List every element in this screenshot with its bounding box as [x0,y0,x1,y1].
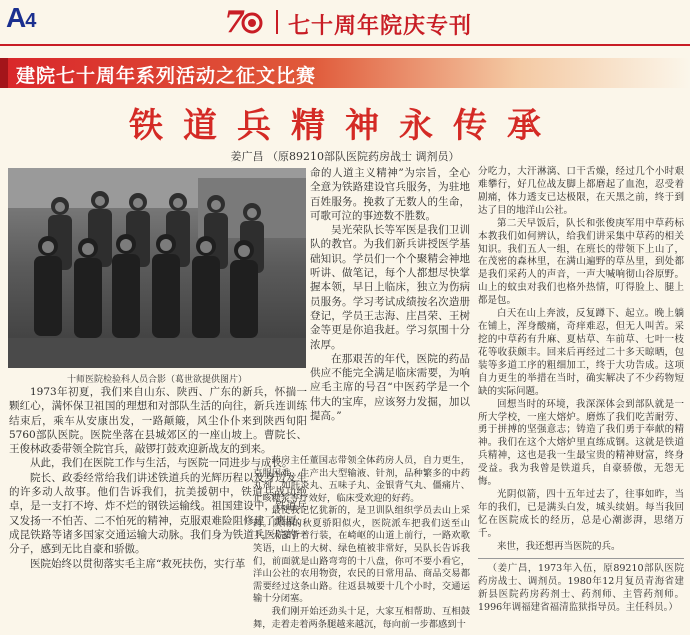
article-column-2-lower [253,455,470,631]
logo-seven: 7 [224,5,245,38]
logo-emblem [248,19,256,27]
banner-stripe [0,58,8,88]
paragraph: 从此，我们在医院工作与生活，与医院一同进步与成长。 [30,457,293,470]
group-photo [8,168,306,368]
bio-text: （姜广昌，1973年入伍，原89210部队医院药房战士、调剂员。1980年12月复员青海省建新县医院药房药剂士、药剂师、主管药剂师。1996年调福建省福清监狱指导员。主任科员。） [478,563,684,613]
article-column-2 [310,166,470,423]
paragraph: 光阴似箭，四十五年过去了，往事如昨，当年的我们，已是满头白发，城头续娟。每当我回忆在医院成长的经历，总是心潮澎湃，思绪万千。 [478,489,684,539]
paragraph: 吴光荣队长等军医是我们卫训队的教官。为我们新兵讲授医学基础知识。学员们一个个聚精会神地听讲、做笔记，每个人都想尽快掌握本领，早日上临床，独立为伤病员服务。学习考试成绩按名次造册登记，学员王志海、庄昌荣、王树金等更是你追我赶。学习氛围十分浓厚。 [310,224,470,351]
paragraph: 在那艰苦的年代，医院的药品供应不能完全满足临床需要，为响应毛主席的号召“中医药学是一个伟大的宝库，应该努力发掘，加以提高。” [310,352,470,423]
paragraph: 最使我记忆犹新的，是卫训队组织学员去山上采药。陕南的秋夏骄阳似火，医院派车把我们送至山下，大家背着行装，在崎岖的山道上前行，一路欢歌笑语，山上的大树、绿色植被非常好，吴队长告诉我们，前面就是山路弯弯的十八盘，你可不要小看它，洋山公社的农用物资，农民的日常用品、商品交易都需要经过这条山路。往返县城要十几个小时，交通运输十分闭塞。 [253,505,470,605]
photo-caption: 十师医院检验科人员合影（葛世欲提供图片） [66,375,247,385]
header-title: 七十周年院庆专刊 [288,14,473,39]
paragraph: 命的人道主义精神”为宗旨，全心全意为铁路建设官兵服务，为驻地百姓服务。挽救了无数人的生命，可歌可泣的事迹数不胜数。 [310,167,470,222]
header-rule [0,44,690,46]
paragraph: 院长、政委经常给我们讲述铁道兵的光辉历程以及身边发生的许多动人故事。他们告诉我们，抗美援朝中，铁道兵战功绝卓，是一支打不垮、炸不烂的钢铁运输线。祖国建设中，铁道兵又发扬一不怕苦、二不怕死的精神，克服艰难险阻修建了鹰厦、成昆铁路等诸多国家交通运输大动脉。我们身为铁道兵医院的一分子，感到无比自豪和骄傲。 [9,471,307,556]
bio-divider [478,558,684,559]
author-bio [478,562,684,614]
anniversary-logo [224,4,264,38]
paragraph: 分吃力，大汗淋漓、口干舌燥，经过几个小时艰难攀行，好几位战友脚上都磨起了血泡，忍受着剧痛，体力透支已达极限，在天黑之前，终于到达了目的地洋山公社。 [478,166,684,216]
paragraph: 白天在山上奔波，反复蹲下、起立。晚上躺在铺上，浑身酸痛，奇痒难忍，但无人叫苦。采挖的中草药有升麻、夏枯草、车前草、七叶一枝花等收获颇丰。回来后再经过二十多天晾晒，包装等多道工序的粗细加工，终于大功告成。这项自力更生的举措在当时，确实解决了不少药物短缺的实际问题。 [478,308,684,397]
paragraph: 第二天早饭后，队长和张俊庚军用中草药标本教我们如何辨认，给我们讲采集中草药的相关知识。我们五人一组，在班长的带领下上山了，在茂密的森林里，在满山遍野的草丛里，到处都是我们采药人的声音，一声大喊响彻山谷原野。山上的蚊虫对我们也格外热情，叮得脸上、腿上都是包。 [478,217,684,307]
paragraph: 药房主任董国志带领全体药房人员，自力更生，克服困难，生产出大型输液、针剂，品种繁多的中药丸剂。如肝炎丸、五味子丸、金银背气丸、僵痛片、止咳糖浆等疗效好，临床受欢迎的好药。 [253,455,470,504]
paragraph: 来世，我还想再当医院的兵。 [497,540,621,552]
article-column-3 [478,166,684,554]
page-number: A4 [6,2,36,33]
paragraph: 回想当时的环境，我深深体会到部队就是一所大学校，一座大熔炉。磨炼了我们吃苦耐劳、勇于拼搏的坚强意志；铸造了我们勇于奉献的精神。我们在这个大熔炉里直练成钢。这就是铁道兵精神，这也是我一生最宝贵的精神财富，终身受益。我为我曾是铁道兵，自豪骄傲，无怨无悔。 [478,398,684,488]
article-byline: 姜广昌 （原89210部队医院药房战士 调剂员） [230,150,460,163]
banner-text: 建院七十周年系列活动之征文比赛 [16,65,317,87]
article-title: 铁道兵精神永传承 [129,106,561,146]
header-divider [276,10,278,34]
paragraph: 医院始终以贯彻落实毛主席“救死扶伤，实行革 [30,557,246,570]
paragraph: 我们刚开始还劲头十足，大家互相帮助、互相鼓舞，走着走着两条腿越来越沉，每向前一步都感到十 [253,605,470,630]
paragraph: 1973年初夏，我们来自山东、陕西、广东的新兵，怀揣一颗红心，满怀保卫祖国的理想和对部队生活的向往，新兵连训练结束后，乘车从安康出发，一路颠簸，风尘仆仆来到陕西旬阳5760部队医院。医院坐落在县城郊区的一座山坡上。曹院长、王俊林政委带领全院官兵，敲锣打鼓欢迎新战友的到来。 [9,386,307,456]
